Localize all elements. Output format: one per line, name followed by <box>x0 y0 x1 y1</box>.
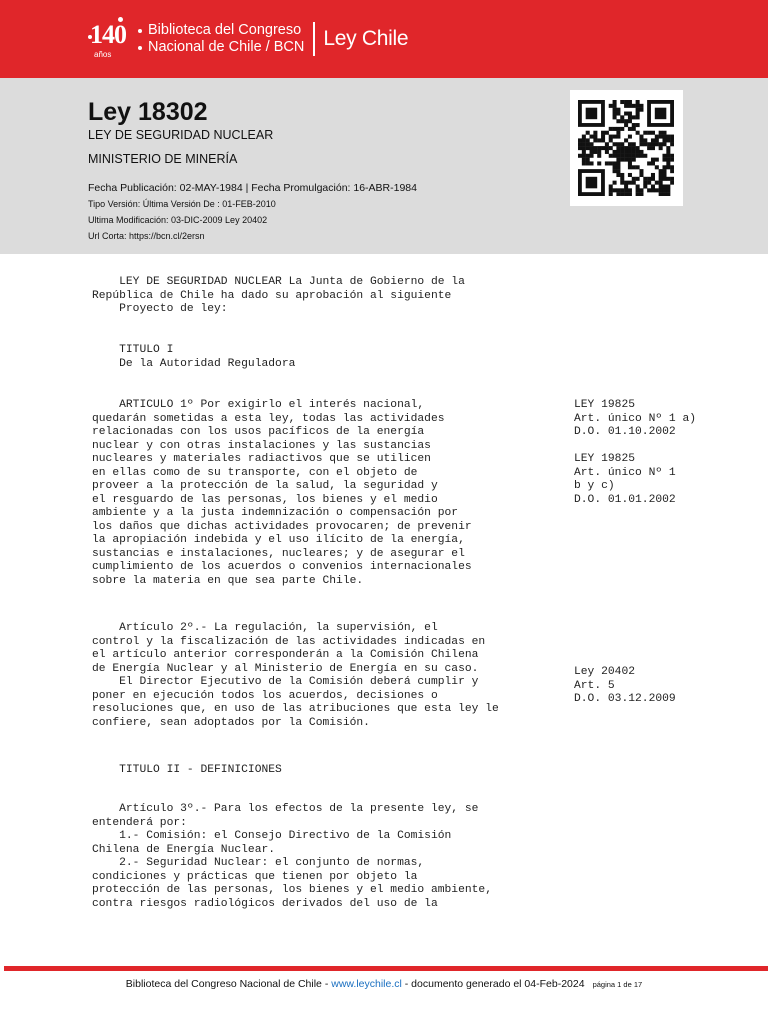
footer-suffix: - documento generado el 04-Feb-2024 <box>401 978 585 990</box>
intro-paragraph: LEY DE SEGURIDAD NUCLEAR La Junta de Gobierno de la República de Chile ha dado su aprobación al siguiente Proyecto de ley: <box>92 276 465 315</box>
ministry-name: MINISTERIO DE MINERÍA <box>88 152 238 166</box>
article-2: Artículo 2º.- La regulación, la supervisión, el control y la fiscalización de las actividades indicadas en el artículo anterior corresponderán a la Comisión Chilena de Energía Nuclear y al Ministerio de Energía en su caso. El Director Ejecutivo de la Comisión deberá cumplir y poner en ejecución todos los acuerdos, decisiones o resoluciones que, en uso de las atribuciones que esta ley le confiere, sean adoptados por la Comisión. <box>92 622 499 729</box>
header-bar <box>0 0 768 78</box>
bcn-logo[interactable] <box>88 14 408 64</box>
footer-link[interactable]: www.leychile.cl <box>331 978 402 990</box>
logo-divider <box>313 22 315 56</box>
publication-dates: Fecha Publicación: 02-MAY-1984 | Fecha Promulgación: 16-ABR-1984 <box>88 182 417 194</box>
page-number: página 1 de 17 <box>592 980 643 989</box>
page-footer <box>0 978 768 990</box>
short-url[interactable]: Url Corta: https://bcn.cl/2ersn <box>88 231 205 241</box>
section-heading-titulo-2: TITULO II - DEFINICIONES <box>92 764 282 776</box>
anniversary-number: 140 <box>90 20 126 49</box>
law-title: Ley 18302 <box>88 98 208 126</box>
qr-code-icon <box>578 100 674 196</box>
brand-name: Ley Chile <box>323 27 409 50</box>
law-name: LEY DE SEGURIDAD NUCLEAR <box>88 128 274 142</box>
last-modified: Ultima Modificación: 03-DIC-2009 Ley 20402 <box>88 215 268 225</box>
section-heading-titulo-1: TITULO I De la Autoridad Reguladora <box>119 344 296 370</box>
anniversary-badge <box>88 14 132 64</box>
org-name-line2: Nacional de Chile / BCN <box>136 39 304 56</box>
document-body <box>0 254 768 964</box>
footer-prefix: Biblioteca del Congreso Nacional de Chile - <box>125 978 332 990</box>
article-1: ARTICULO 1º Por exigirlo el interés nacional, quedarán sometidas a esta ley, todas las actividades relacionadas con los usos pacíficos de la energía nuclear y con otras instalaciones y las sustancias nucleares y materiales radiactivos que se utilicen en ellas como de su transporte, con el objeto de proveer a la protección de la salud, la seguridad y el resguardo de las personas, los bienes y el medio ambiente y a la justa indemnización o compensación por los daños que dichas actividades provocaren; de prevenir la apropiación indebida y el uso ilícito de la energía, sustancias e instalaciones, nucleares; y de asegurar el cumplimiento de los acuerdos o convenios internacionales sobre la materia en que sea parte Chile. <box>92 399 472 587</box>
qr-code <box>570 90 683 206</box>
footer-bar <box>4 966 768 971</box>
article-1-amendment-note: LEY 19825 Art. único Nº 1 a) D.O. 01.10.2002 LEY 19825 Art. único Nº 1 b y c) D.O. 01.01.2002 <box>574 399 697 506</box>
law-info-panel <box>0 78 768 254</box>
version-type: Tipo Versión: Última Versión De : 01-FEB-2010 <box>88 199 276 209</box>
anniversary-label: años <box>94 50 112 59</box>
article-3: Artículo 3º.- Para los efectos de la presente ley, se entenderá por: 1.- Comisión: el Consejo Directivo de la Comisión Chilena de Energía Nuclear. 2.- Seguridad Nuclear: el conjunto de normas, condiciones y prácticas que tienen por objeto la protección de las personas, los bienes y el medio ambiente, contra riesgos radiológicos derivados del uso de la <box>92 803 492 910</box>
article-2-amendment-note: Ley 20402 Art. 5 D.O. 03.12.2009 <box>574 666 676 705</box>
org-name-line1: Biblioteca del Congreso <box>136 22 304 39</box>
org-name <box>136 22 304 56</box>
